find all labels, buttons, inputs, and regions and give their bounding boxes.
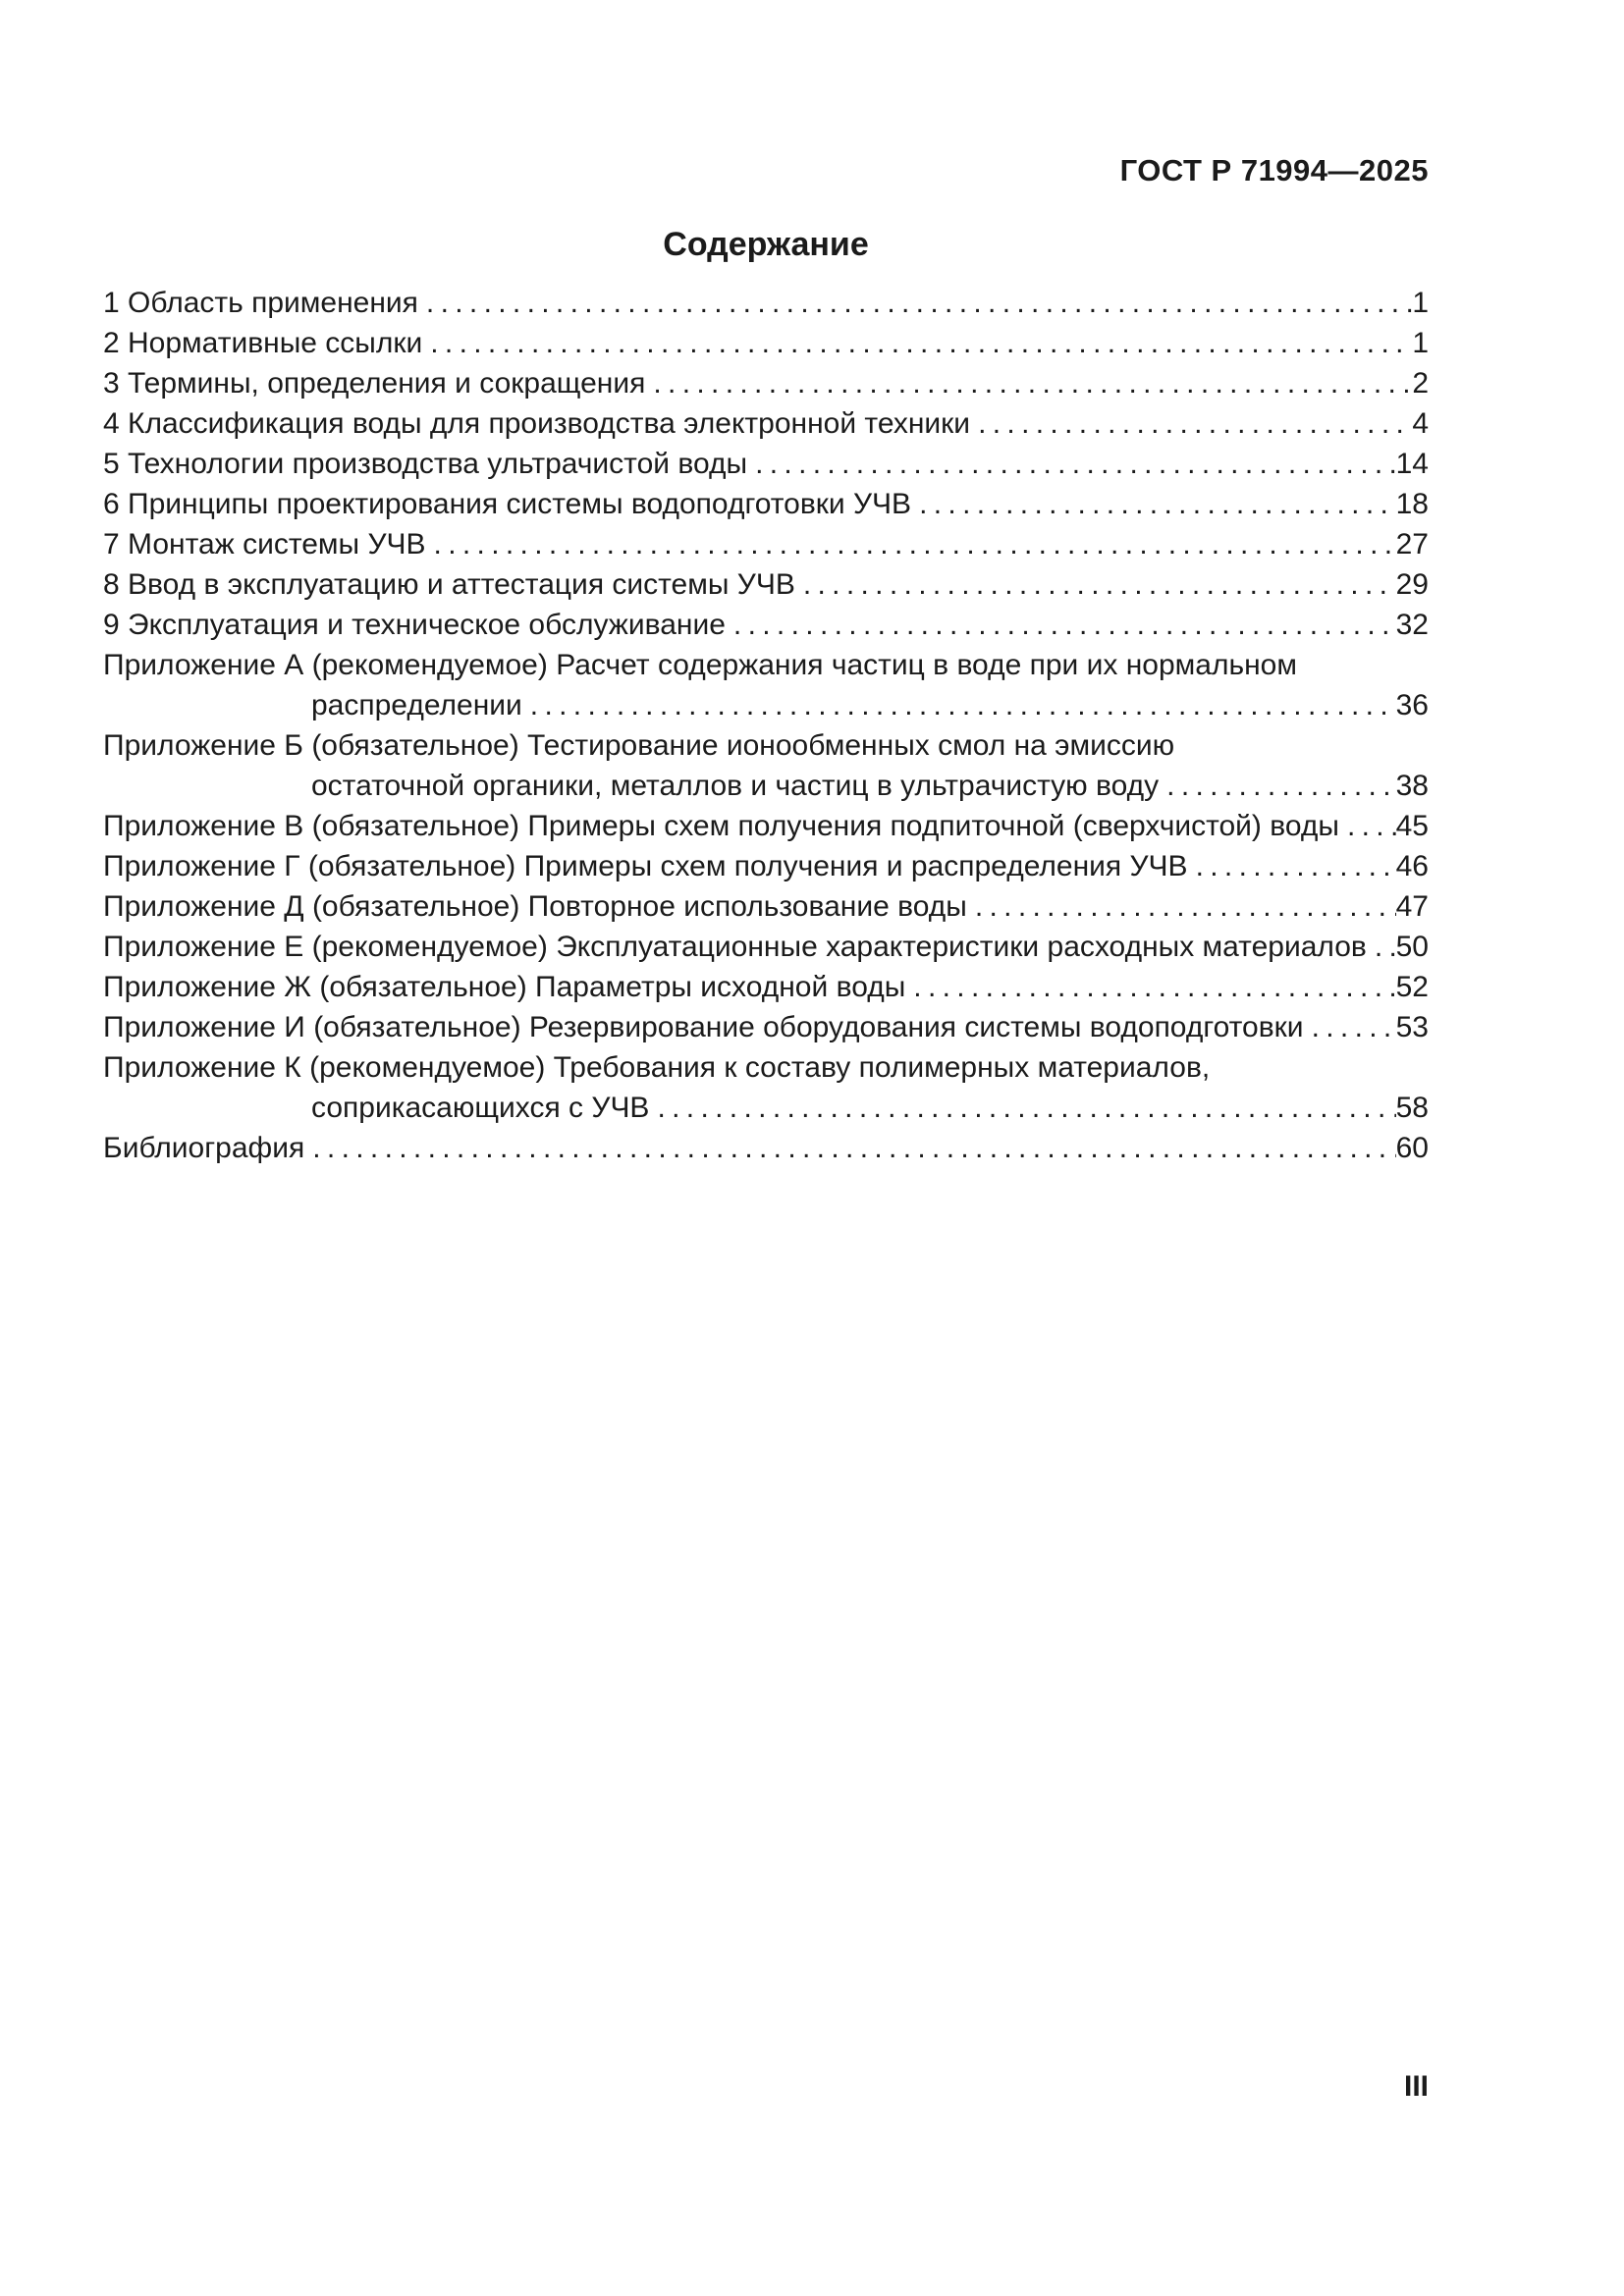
toc-entry-continuation: распределении [311, 689, 522, 721]
toc-entry-title: 6 Принципы проектирования системы водоподготовки УЧВ [103, 488, 912, 520]
toc-entry [103, 886, 1429, 927]
toc-entry-continuation: остаточной органики, металлов и частиц в ультрачистую воду [311, 770, 1160, 802]
page-title: Содержание [663, 226, 869, 263]
toc-entry-page: 14 [1395, 448, 1429, 480]
dot-leader [530, 685, 1396, 725]
toc-entry-page: 45 [1395, 810, 1429, 842]
toc-entry-page: 18 [1395, 488, 1429, 520]
toc-entry-title: 5 Технологии производства ультрачистой воды [103, 448, 748, 480]
toc-entry [103, 444, 1429, 484]
toc-entry-title: 3 Термины, определения и сокращения [103, 367, 646, 400]
toc-entry-title: Приложение Г (обязательное) Примеры схем получения и распределения УЧВ [103, 850, 1188, 882]
toc-entry [103, 806, 1429, 846]
toc-entry-page: 52 [1395, 971, 1429, 1003]
toc-entry [103, 283, 1429, 323]
dot-leader [426, 283, 1412, 323]
toc-entry-title: 9 Эксплуатация и техническое обслуживание [103, 609, 726, 641]
toc-entry-page: 50 [1395, 931, 1429, 963]
toc-entry-page: 36 [1395, 689, 1429, 721]
toc-entry [103, 967, 1429, 1007]
toc-entry-page: 53 [1395, 1011, 1429, 1043]
toc-entry-title: 8 Ввод в эксплуатацию и аттестация системы УЧВ [103, 568, 795, 601]
toc-entry-title: Приложение Д (обязательное) Повторное использование воды [103, 890, 967, 923]
toc-entry-title: 2 Нормативные ссылки [103, 327, 423, 359]
toc-entry-page: 4 [1412, 407, 1429, 440]
toc-entry-page: 29 [1395, 568, 1429, 601]
toc-entry [103, 484, 1429, 524]
toc-entry [103, 403, 1429, 444]
toc-entry-page: 1 [1412, 327, 1429, 359]
dot-leader [975, 886, 1396, 927]
toc-entry-title: Приложение Ж (обязательное) Параметры исходной воды [103, 971, 906, 1003]
toc-entry [103, 564, 1429, 605]
toc-entry-page: 32 [1395, 609, 1429, 641]
toc-entry-title: Приложение А (рекомендуемое) Расчет содержания частиц в воде при их нормальном [103, 649, 1297, 681]
toc-entry-continuation: соприкасающихся с УЧВ [311, 1092, 650, 1124]
toc-entry [103, 927, 1429, 967]
dot-leader [653, 363, 1412, 403]
dot-leader [312, 1128, 1395, 1168]
toc-entry-page: 46 [1395, 850, 1429, 882]
toc-entry [103, 725, 1429, 806]
dot-leader [1312, 1007, 1396, 1047]
dot-leader [1166, 766, 1395, 806]
toc-entry [103, 645, 1429, 725]
toc-entry-page: 47 [1395, 890, 1429, 923]
toc-entry-page: 58 [1395, 1092, 1429, 1124]
toc-entry [103, 1128, 1429, 1168]
toc-entry-page: 2 [1412, 367, 1429, 400]
toc-entry-title: Приложение И (обязательное) Резервирование оборудования системы водоподготовки [103, 1011, 1304, 1043]
toc-entry-title: 1 Область применения [103, 287, 418, 319]
dot-leader [978, 403, 1412, 444]
dot-leader [434, 524, 1396, 564]
toc-entry [103, 846, 1429, 886]
dot-leader [1196, 846, 1396, 886]
toc-entry [103, 363, 1429, 403]
toc-entry-title: 7 Монтаж системы УЧВ [103, 528, 426, 561]
dot-leader [1347, 806, 1396, 846]
toc-entry-page: 60 [1395, 1132, 1429, 1164]
toc-entry-page: 38 [1395, 770, 1429, 802]
dot-leader [657, 1088, 1395, 1128]
toc-entry-title: Приложение Е (рекомендуемое) Эксплуатационные характеристики расходных материалов [103, 931, 1367, 963]
toc-entry-title: Библиография [103, 1132, 305, 1164]
toc-entry [103, 1047, 1429, 1128]
dot-leader [803, 564, 1396, 605]
toc-entry [103, 524, 1429, 564]
page-number: III [1403, 2070, 1429, 2103]
dot-leader [919, 484, 1396, 524]
document-designation: ГОСТ Р 71994—2025 [1119, 153, 1429, 187]
table-of-contents [103, 283, 1429, 1168]
dot-leader [1375, 927, 1396, 967]
toc-entry [103, 605, 1429, 645]
toc-entry-page: 1 [1412, 287, 1429, 319]
toc-entry [103, 323, 1429, 363]
toc-entry [103, 1007, 1429, 1047]
dot-leader [913, 967, 1395, 1007]
dot-leader [755, 444, 1396, 484]
toc-entry-title: Приложение Б (обязательное) Тестирование ионообменных смол на эмиссию [103, 729, 1175, 762]
toc-entry-title: Приложение В (обязательное) Примеры схем получения подпиточной (сверхчистой) воды [103, 810, 1339, 842]
dot-leader [430, 323, 1412, 363]
toc-entry-title: Приложение К (рекомендуемое) Требования к составу полимерных материалов, [103, 1051, 1211, 1084]
toc-entry-page: 27 [1395, 528, 1429, 561]
dot-leader [733, 605, 1396, 645]
toc-entry-title: 4 Классификация воды для производства электронной техники [103, 407, 971, 440]
